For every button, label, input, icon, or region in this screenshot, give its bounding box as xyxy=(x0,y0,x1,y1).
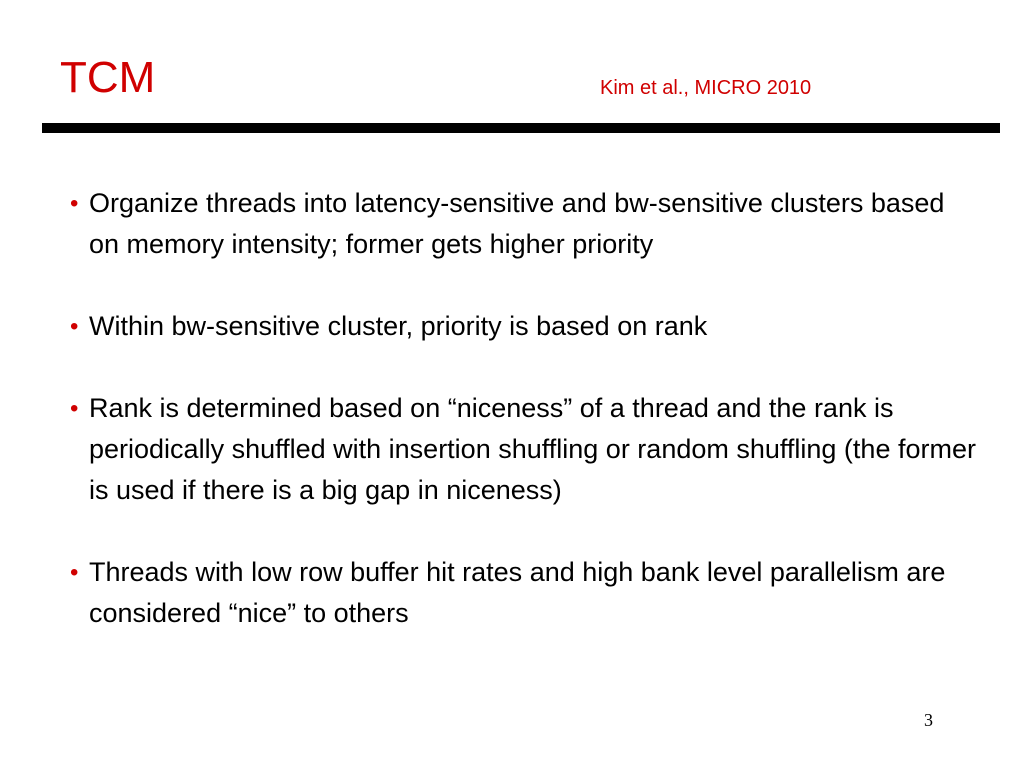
bullet-text: Rank is determined based on “niceness” of a thread and the rank is periodically shuffled with insertion shuffling or random shuffling (the former is used if there is a big gap in niceness) xyxy=(89,393,976,505)
bullet-item xyxy=(70,552,980,634)
bullet-list xyxy=(70,183,980,675)
title-divider xyxy=(42,123,1000,133)
bullet-text: Threads with low row buffer hit rates and high bank level parallelism are considered “nice” to others xyxy=(89,557,946,628)
bullet-text: Within bw-sensitive cluster, priority is based on rank xyxy=(89,311,708,341)
bullet-icon: • xyxy=(70,190,79,217)
bullet-item xyxy=(70,306,980,347)
slide-title: TCM xyxy=(60,53,156,102)
bullet-item xyxy=(70,388,980,511)
bullet-text: Organize threads into latency-sensitive and bw-sensitive clusters based on memory intensity; former gets higher priority xyxy=(89,188,945,259)
page-number: 3 xyxy=(924,710,933,730)
bullet-item xyxy=(70,183,980,265)
citation: Kim et al., MICRO 2010 xyxy=(600,77,812,99)
bullet-icon: • xyxy=(70,313,79,340)
bullet-icon: • xyxy=(70,395,79,422)
bullet-icon: • xyxy=(70,559,79,586)
